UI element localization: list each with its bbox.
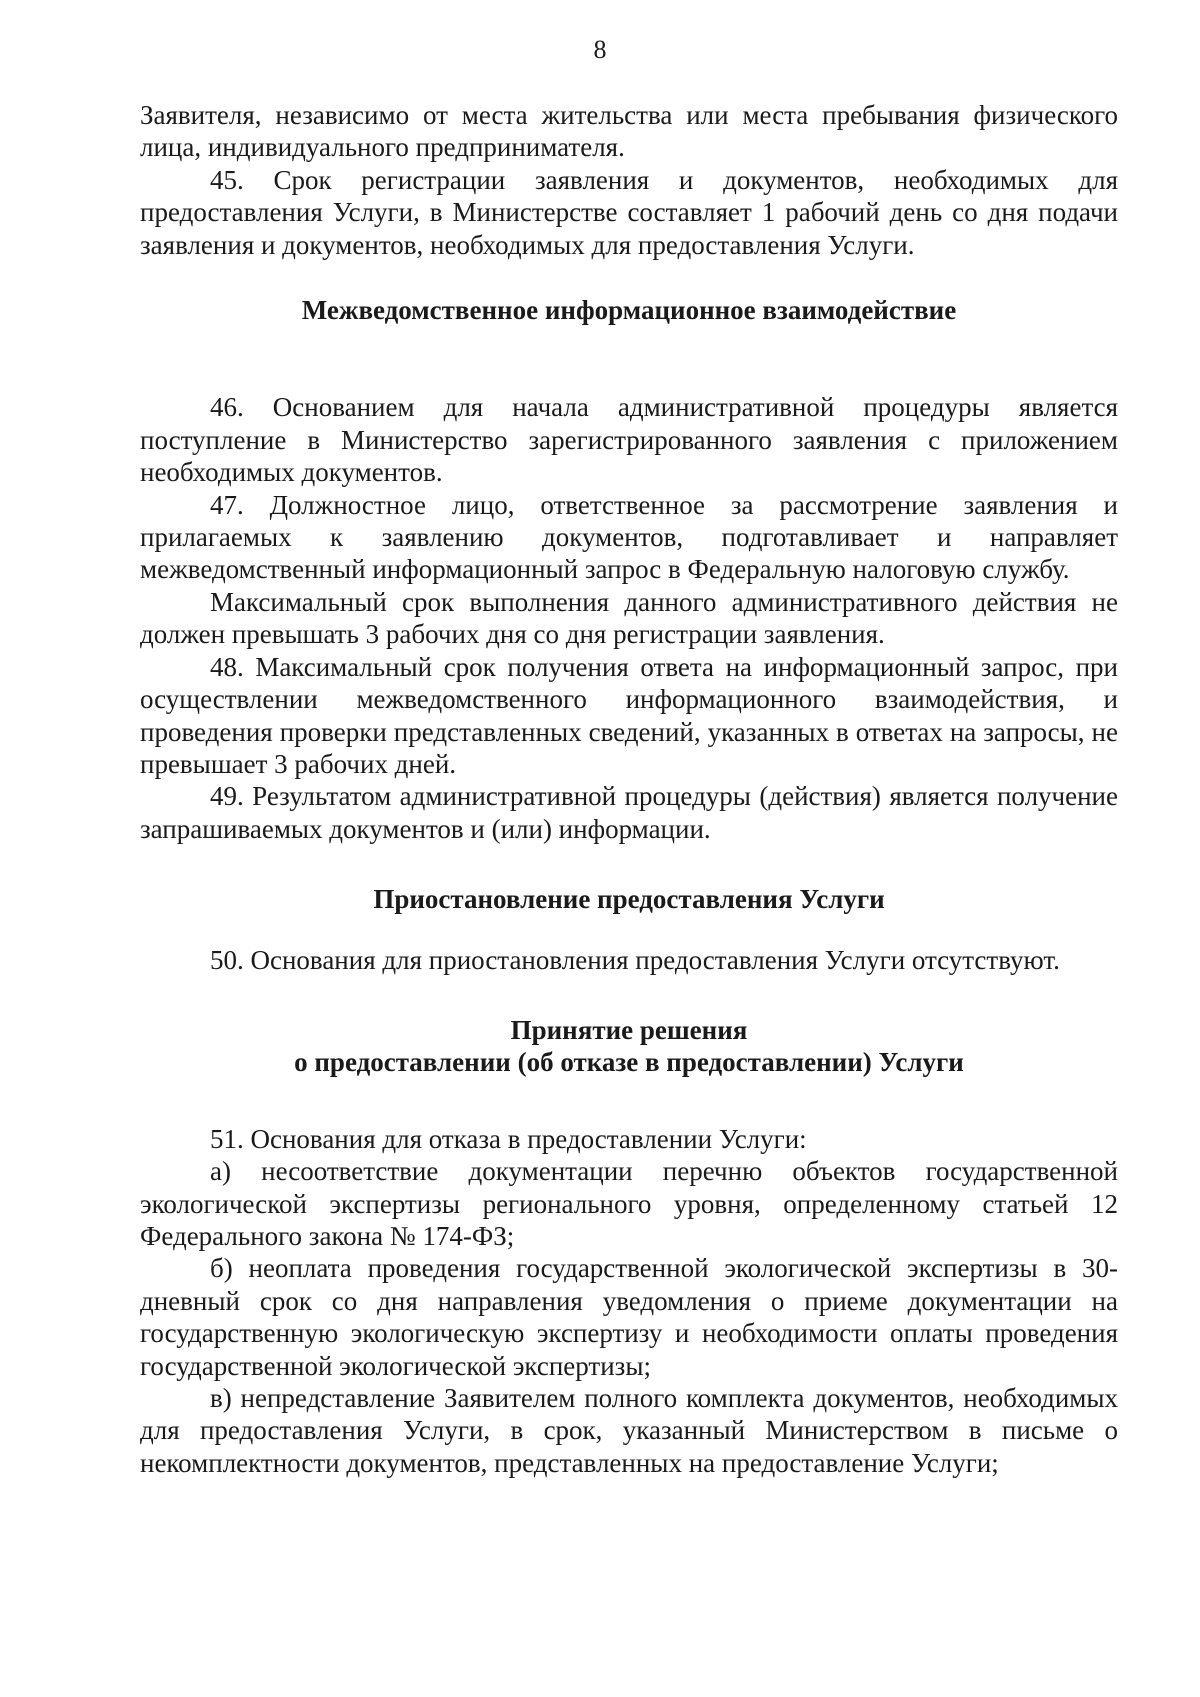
paragraph-51-c: в) непредставление Заявителем полного комплекта документов, необходимых для предоставления Услуги, в срок, указанный Министерством в письме о некомплектности документов, представленных на предоставление Услуги;	[140, 1383, 1118, 1478]
document-body	[140, 99, 1118, 1479]
paragraph-47-deadline: Максимальный срок выполнения данного административного действия не должен превышать 3 рабочих дня со дня регистрации заявления.	[140, 586, 1118, 650]
paragraph-47: 47. Должностное лицо, ответственное за рассмотрение заявления и прилагаемых к заявлению документов, подготавливает и направляет межведомственный информационный запрос в Федеральную налоговую службу.	[140, 489, 1118, 585]
heading-interagency: Межведомственное информационное взаимодействие	[301, 295, 957, 326]
paragraph-48: 48. Максимальный срок получения ответа на информационный запрос, при осуществлении межведомственного информационного взаимодействия, и проведения проверки представленных сведений, указанных в ответах на запросы, не превышает 3 рабочих дней.	[140, 651, 1118, 779]
paragraph-45: 45. Срок регистрации заявления и документов, необходимых для предоставления Услуги, в Министерстве составляет 1 рабочий день со дня подачи заявления и документов, необходимых для предоставления Услуги.	[140, 164, 1118, 260]
heading-decision-line-2: о предоставлении (об отказе в предоставлении) Услуги	[294, 1047, 964, 1078]
paragraph-50: 50. Основания для приостановления предоставления Услуги отсутствуют.	[210, 944, 1060, 975]
heading-suspension: Приостановление предоставления Услуги	[373, 884, 885, 915]
paragraph-continuation: Заявителя, независимо от места жительства или места пребывания физического лица, индивидуального предпринимателя.	[140, 100, 1118, 163]
page-number: 8	[593, 35, 607, 64]
paragraph-51-a: а) несоответствие документации перечню объектов государственной экологической экспертизы регионального уровня, определенному статьей 12 Федерального закона № 174-ФЗ;	[140, 1156, 1118, 1251]
paragraph-46: 46. Основанием для начала административной процедуры является поступление в Министерство зарегистрированного заявления с приложением необходимых документов.	[140, 392, 1118, 488]
paragraph-51: 51. Основания для отказа в предоставлении Услуги:	[210, 1123, 807, 1154]
paragraph-49: 49. Результатом административной процедуры (действия) является получение запрашиваемых документов и (или) информации.	[140, 781, 1118, 844]
paragraph-51-b: б) неоплата проведения государственной экологической экспертизы в 30-дневный срок со дня направления уведомления о приеме документации на государственную экологическую экспертизу и необходимости оплаты проведения государственной экологической экспертизы;	[140, 1253, 1118, 1381]
heading-decision-line-1: Принятие решения	[510, 1014, 748, 1045]
